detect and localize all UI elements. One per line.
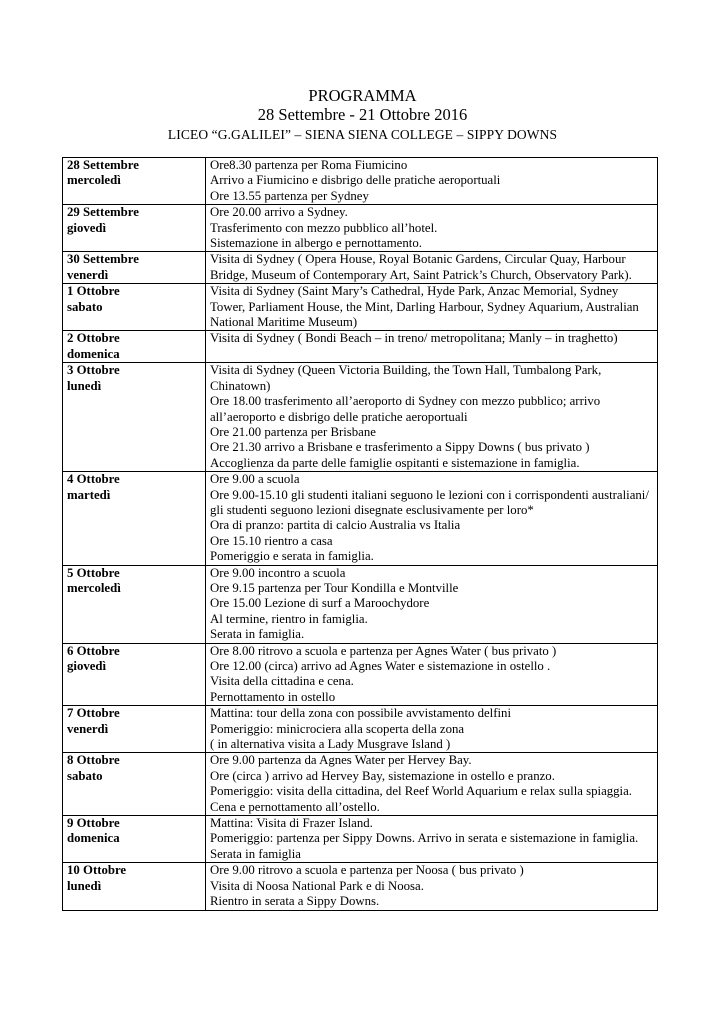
day-weekday: domenica bbox=[67, 346, 120, 361]
day-weekday: mercoledì bbox=[67, 173, 121, 188]
table-row bbox=[63, 643, 658, 706]
table-row bbox=[63, 565, 658, 643]
activities-cell bbox=[206, 331, 658, 363]
day-date: 10 Ottobre bbox=[67, 863, 127, 878]
table-row bbox=[63, 706, 658, 753]
activity-line: Mattina: tour della zona con possibile avvistamento delfini bbox=[210, 706, 512, 721]
date-cell bbox=[63, 643, 206, 706]
activities-cell bbox=[206, 643, 658, 706]
table-row bbox=[63, 205, 658, 252]
activity-line: Ore 21.00 partenza per Brisbane bbox=[210, 424, 376, 439]
activity-line: Pernottamento in ostello bbox=[210, 689, 336, 704]
date-cell bbox=[63, 284, 206, 331]
table-row bbox=[63, 252, 658, 284]
activity-line: Ore 20.00 arrivo a Sydney. bbox=[210, 205, 348, 220]
date-cell bbox=[63, 472, 206, 565]
date-range: 28 Settembre - 21 Ottobre 2016 bbox=[257, 105, 468, 124]
date-cell bbox=[63, 565, 206, 643]
day-weekday: giovedì bbox=[67, 659, 107, 673]
activity-line: Visita di Sydney ( Opera House, Royal Botanic Gardens, Circular Quay, Harbour Bridge, Museum of Contemporary Art, Saint Patrick’s Church, Observatory Park). bbox=[210, 252, 632, 282]
activity-line: Ore 9.00-15.10 gli studenti italiani seguono le lezioni con i corrispondenti australiani/ gli studenti seguono lezioni disegnate esclusivamente per loro* bbox=[210, 487, 649, 517]
activity-line: Ore 13.55 partenza per Sydney bbox=[210, 188, 369, 203]
activities-cell bbox=[206, 472, 658, 565]
activity-line: Ore 18.00 trasferimento all’aeroporto di Sydney con mezzo pubblico; arrivo all’aeroporto e disbrigo delle pratiche aeroportuali bbox=[210, 394, 601, 424]
date-cell bbox=[63, 363, 206, 472]
activity-line: Accoglienza da parte delle famiglie ospitanti e sistemazione in famiglia. bbox=[210, 455, 580, 470]
day-weekday: venerdì bbox=[67, 267, 109, 282]
day-weekday: martedì bbox=[67, 487, 111, 502]
activity-line: Ore 9.00 incontro a scuola bbox=[210, 565, 346, 580]
activity-line: Ore 9.00 partenza da Agnes Water per Hervey Bay. bbox=[210, 753, 472, 768]
date-cell bbox=[63, 753, 206, 816]
date-cell bbox=[63, 158, 206, 205]
day-date: 9 Ottobre bbox=[67, 816, 120, 831]
activity-line: Ore 21.30 arrivo a Brisbane e trasferimento a Sippy Downs ( bus privato ) bbox=[210, 440, 590, 455]
table-row bbox=[63, 816, 658, 863]
day-date: 6 Ottobre bbox=[67, 643, 120, 658]
activity-line: Sistemazione in albergo e pernottamento. bbox=[210, 236, 422, 251]
activity-line: Ore8.30 partenza per Roma Fiumicino bbox=[210, 158, 408, 172]
activity-line: Serata in famiglia bbox=[210, 846, 301, 861]
activity-line: Mattina: Visita di Frazer Island. bbox=[210, 816, 373, 831]
document-header bbox=[0, 86, 725, 143]
activity-line: Ore 9.00 ritrovo a scuola e partenza per Noosa ( bus privato ) bbox=[210, 863, 524, 878]
activity-line: Pomeriggio: partenza per Sippy Downs. Arrivo in serata e sistemazione in famiglia. bbox=[210, 831, 639, 846]
activity-line: Pomeriggio e serata in famiglia. bbox=[210, 549, 374, 564]
day-weekday: lunedì bbox=[67, 378, 102, 393]
table-row bbox=[63, 472, 658, 565]
activities-cell bbox=[206, 284, 658, 331]
activities-cell bbox=[206, 565, 658, 643]
table-row bbox=[63, 284, 658, 331]
activities-cell bbox=[206, 205, 658, 252]
activity-line: Ora di pranzo: partita di calcio Australia vs Italia bbox=[210, 518, 461, 533]
table-row bbox=[63, 158, 658, 205]
activity-line: Ore 15.10 rientro a casa bbox=[210, 533, 333, 548]
date-cell bbox=[63, 205, 206, 252]
activity-line: Ore 9.15 partenza per Tour Kondilla e Montville bbox=[210, 580, 459, 595]
date-cell bbox=[63, 816, 206, 863]
activity-line: Ore 12.00 (circa) arrivo ad Agnes Water e sistemazione in ostello . bbox=[210, 659, 551, 673]
day-date: 29 Settembre bbox=[67, 205, 139, 220]
activity-line: Visita di Sydney (Queen Victoria Building, the Town Hall, Tumbalong Park, Chinatown) bbox=[210, 363, 602, 393]
activity-line: Cena e pernottamento all’ostello. bbox=[210, 799, 380, 814]
activities-cell bbox=[206, 252, 658, 284]
day-date: 5 Ottobre bbox=[67, 565, 120, 580]
day-weekday: venerdì bbox=[67, 721, 109, 736]
date-cell bbox=[63, 252, 206, 284]
activity-line: Ore 15.00 Lezione di surf a Maroochydore bbox=[210, 596, 430, 611]
activity-line: Al termine, rientro in famiglia. bbox=[210, 611, 368, 626]
day-weekday: domenica bbox=[67, 831, 120, 846]
date-cell bbox=[63, 331, 206, 363]
activity-line: ( in alternativa visita a Lady Musgrave Island ) bbox=[210, 737, 451, 752]
day-weekday: giovedì bbox=[67, 220, 107, 235]
table-row bbox=[63, 363, 658, 472]
activity-line: Rientro in serata a Sippy Downs. bbox=[210, 894, 380, 909]
activities-cell bbox=[206, 706, 658, 753]
table-row bbox=[63, 331, 658, 363]
program-table bbox=[62, 157, 658, 911]
day-date: 4 Ottobre bbox=[67, 472, 120, 487]
day-date: 28 Settembre bbox=[67, 158, 139, 172]
day-date: 8 Ottobre bbox=[67, 753, 120, 768]
activities-cell bbox=[206, 363, 658, 472]
activities-cell bbox=[206, 863, 658, 910]
activity-line: Visita di Noosa National Park e di Noosa. bbox=[210, 878, 424, 893]
activity-line: Ore (circa ) arrivo ad Hervey Bay, sistemazione in ostello e pranzo. bbox=[210, 768, 555, 783]
activity-line: Serata in famiglia. bbox=[210, 627, 305, 642]
activities-cell bbox=[206, 753, 658, 816]
day-date: 7 Ottobre bbox=[67, 706, 120, 721]
day-weekday: lunedì bbox=[67, 878, 102, 893]
day-weekday: mercoledì bbox=[67, 580, 121, 595]
day-date: 30 Settembre bbox=[67, 252, 139, 267]
activity-line: Visita di Sydney (Saint Mary’s Cathedral, Hyde Park, Anzac Memorial, Sydney Tower, Parliament House, the Mint, Darling Harbour, Sydney Aquarium, Australian National Maritime Museum) bbox=[210, 284, 639, 330]
day-date: 2 Ottobre bbox=[67, 331, 120, 346]
activity-line: Pomeriggio: visita della cittadina, del Reef World Aquarium e relax sulla spiaggia. bbox=[210, 784, 632, 799]
activity-line: Pomeriggio: minicrociera alla scoperta della zona bbox=[210, 721, 465, 736]
activity-line: Trasferimento con mezzo pubblico all’hotel. bbox=[210, 220, 438, 235]
day-weekday: sabato bbox=[67, 768, 103, 783]
activity-line: Visita di Sydney ( Bondi Beach – in treno/ metropolitana; Manly – in traghetto) bbox=[210, 331, 618, 346]
activities-cell bbox=[206, 816, 658, 863]
activity-line: Ore 8.00 ritrovo a scuola e partenza per Agnes Water ( bus privato ) bbox=[210, 643, 557, 658]
date-cell bbox=[63, 863, 206, 910]
day-date: 1 Ottobre bbox=[67, 284, 120, 299]
activities-cell bbox=[206, 158, 658, 205]
day-date: 3 Ottobre bbox=[67, 363, 120, 378]
document-title: PROGRAMMA bbox=[308, 86, 417, 105]
table-row bbox=[63, 753, 658, 816]
schools-line: LICEO “G.GALILEI” – SIENA SIENA COLLEGE – SIPPY DOWNS bbox=[167, 127, 558, 142]
activity-line: Ore 9.00 a scuola bbox=[210, 472, 300, 487]
program-table-body bbox=[63, 158, 658, 911]
activity-line: Visita della cittadina e cena. bbox=[210, 674, 354, 689]
day-weekday: sabato bbox=[67, 299, 103, 314]
activity-line: Arrivo a Fiumicino e disbrigo delle pratiche aeroportuali bbox=[210, 173, 501, 188]
date-cell bbox=[63, 706, 206, 753]
table-row bbox=[63, 863, 658, 910]
